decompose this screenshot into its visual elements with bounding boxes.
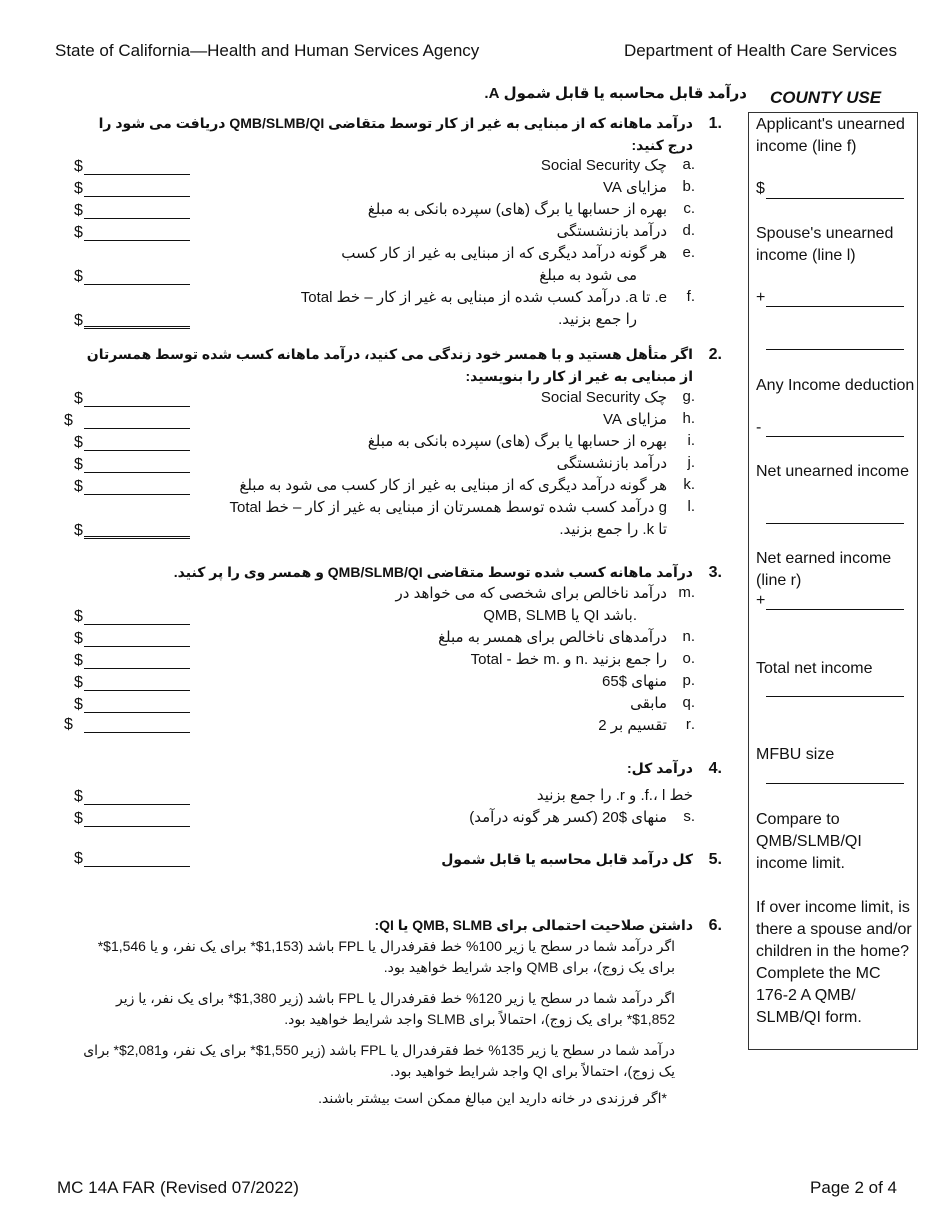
q1-item-f-text: Total درآمد کسب شده از مبنایی به غیر از کار – خط .a تا .e xyxy=(300,289,667,306)
q1-c-field[interactable] xyxy=(84,218,190,219)
q4-number: 4. xyxy=(708,760,722,777)
q5-text: کل درآمد قابل محاسبه یا قابل شمول xyxy=(441,851,693,867)
q2-i-dollar: $ xyxy=(74,434,83,451)
county-net-unearned-field[interactable] xyxy=(766,523,904,524)
q1-d-field[interactable] xyxy=(84,240,190,241)
q1-item-e-letter: .e xyxy=(682,244,695,261)
q4-item-s-letter: .s xyxy=(683,808,695,825)
q3-p-field[interactable] xyxy=(84,690,190,691)
q6-note: *اگر فرزندی در خانه دارید این مبالغ ممکن است بیشتر باشند. xyxy=(318,1090,667,1106)
q2-h-dollar: $ xyxy=(64,412,73,429)
q6-para-qi: درآمد شما در سطح یا زیر 135% خط فقرفدرال یا FPL باشد (زیر 1,550$* برای یک نفر، و2,081$* برای یک زوج)، احتمالاً برای QI واجد شرایط خواهید بود. xyxy=(83,1042,675,1079)
q6-para-slmb: اگر درآمد شما در سطح یا زیر 120% خط فقرفدرال یا FPL باشد (زیر 1,380$* برای یک نفر، یا زیر 1,852$* برای یک زوج)، احتمالاً برای SLMB واجد شرایط خواهید بود. xyxy=(115,990,675,1027)
q1-d-dollar: $ xyxy=(74,224,83,241)
q4-sum-field[interactable] xyxy=(84,804,190,805)
q2-j-dollar: $ xyxy=(74,456,83,473)
q1-c-dollar: $ xyxy=(74,202,83,219)
county-spouse-field[interactable] xyxy=(766,306,904,307)
q1-item-f-letter: .f xyxy=(686,288,695,305)
county-applicant-field[interactable] xyxy=(766,198,904,199)
q5-dollar: $ xyxy=(74,850,83,867)
header-department: Department of Health Care Services xyxy=(623,41,897,60)
county-over-limit-label: If over income limit, is there a spouse and/or children in the home? Complete the MC 176-2 A QMB/ SLMB/QI form. xyxy=(756,899,912,1026)
q2-l-field[interactable] xyxy=(84,536,190,539)
q4-sum-dollar: $ xyxy=(74,788,83,805)
q6-para-qmb: اگر درآمد شما در سطح یا زیر 100% خط فقرفدرال یا FPL باشد (1,153$* برای یک نفر، و یا 1,546$* برای یک زوج)، برای QMB واجد شرایط خواهید بود. xyxy=(97,938,675,975)
q2-item-k-letter: .k xyxy=(683,476,695,493)
q3-m-field[interactable] xyxy=(84,624,190,625)
county-mfbu-label: MFBU size xyxy=(756,746,835,763)
q3-item-p-letter: .p xyxy=(682,672,695,689)
q3-o-dollar: $ xyxy=(74,652,83,669)
q4-item-s-text: منهای $20 (کسر هر گونه درآمد) xyxy=(469,809,667,826)
q1-e-dollar: $ xyxy=(74,268,83,285)
q1-text: درآمد ماهانه که از مبنایی به غیر از کار توسط متقاضی QMB/SLMB/QI دریافت می شود را درج کنید: xyxy=(98,115,693,153)
county-deduction-minus: - xyxy=(756,419,762,436)
q1-e-field[interactable] xyxy=(84,284,190,285)
q2-g-field[interactable] xyxy=(84,406,190,407)
q3-item-p-text: منهای $65 xyxy=(602,673,667,690)
q1-item-b-text: مزایای VA xyxy=(602,179,667,196)
footer-page-number: Page 2 of 4 xyxy=(810,1178,897,1197)
q2-j-field[interactable] xyxy=(84,472,190,473)
q1-item-e-text: هر گونه درآمد دیگری که از مبنایی به غیر از کار کسب xyxy=(341,245,667,262)
county-spouse-plus: + xyxy=(756,289,766,306)
q1-f-dollar: $ xyxy=(74,312,83,329)
q2-i-field[interactable] xyxy=(84,450,190,451)
q3-q-field[interactable] xyxy=(84,712,190,713)
q4-s-field[interactable] xyxy=(84,826,190,827)
county-net-earned-plus: + xyxy=(756,592,766,609)
county-net-earned-field[interactable] xyxy=(766,609,904,610)
q2-item-h-letter: .h xyxy=(682,410,695,427)
header-agency: State of California—Health and Human Services Agency xyxy=(55,41,480,60)
county-subtotal-field[interactable] xyxy=(766,349,904,350)
q3-item-m-text: درآمد ناخالص برای شخصی که می خواهد در xyxy=(395,585,667,602)
q3-text: درآمد ماهانه کسب شده توسط متقاضی QMB/SLMB/QI و همسر وی را پر کنید. xyxy=(173,564,693,580)
q3-n-field[interactable] xyxy=(84,646,190,647)
q1-item-c-letter: .c xyxy=(683,200,695,217)
q2-item-k-text: هر گونه درآمد دیگری که از مبنایی به غیر از کار کسب می شود به مبلغ xyxy=(239,477,667,494)
q2-item-l-cont: تا k. را جمع بزنید. xyxy=(559,521,667,538)
county-applicant-label: Applicant's unearned income (line f) xyxy=(756,116,905,155)
q1-item-c-text: بهره از حسابها یا برگ (های) سپرده بانکی به مبلغ xyxy=(367,201,667,218)
q2-k-field[interactable] xyxy=(84,494,190,495)
county-spouse-label: Spouse's unearned income (line l) xyxy=(756,225,894,264)
q3-item-m-cont: QMB, SLMB یا QI باشد. xyxy=(483,607,637,624)
q2-l-dollar: $ xyxy=(74,522,83,539)
q1-item-a-letter: .a xyxy=(682,156,695,173)
q1-a-dollar: $ xyxy=(74,158,83,175)
county-total-net-label: Total net income xyxy=(756,660,873,677)
county-deduction-field[interactable] xyxy=(766,436,904,437)
q2-g-dollar: $ xyxy=(74,390,83,407)
county-net-unearned-label: Net unearned income xyxy=(756,463,909,480)
q2-item-i-text: بهره از حسابها یا برگ (های) سپرده بانکی به مبلغ xyxy=(367,433,667,450)
q1-b-dollar: $ xyxy=(74,180,83,197)
q4-text: درآمد کل: xyxy=(627,760,693,776)
q1-b-field[interactable] xyxy=(84,196,190,197)
q5-field[interactable] xyxy=(84,866,190,867)
q2-number: 2. xyxy=(708,346,722,363)
q3-item-n-text: درآمدهای ناخالص برای همسر به مبلغ xyxy=(438,629,667,646)
county-total-net-field[interactable] xyxy=(766,696,904,697)
section-a-text: درآمد قابل محاسبه یا قابل شمول xyxy=(503,85,747,102)
q1-item-d-text: درآمد بازنشستگی xyxy=(556,223,667,240)
q3-r-dollar: $ xyxy=(64,716,73,733)
q1-f-field[interactable] xyxy=(84,326,190,329)
q3-item-m-letter: .m xyxy=(678,584,695,601)
county-deduction-label: Any Income deduction xyxy=(756,377,915,394)
q2-item-i-letter: .i xyxy=(687,432,695,449)
q3-item-q-text: مابقی xyxy=(630,695,667,712)
q6-text: داشتن صلاحیت احتمالی برای QMB, SLMB یا QI: xyxy=(374,917,693,933)
q2-item-j-text: درآمد بازنشستگی xyxy=(556,455,667,472)
county-applicant-dollar: $ xyxy=(756,180,765,197)
q1-item-f-cont: را جمع بزنید. xyxy=(558,311,637,328)
county-compare-label: Compare to QMB/SLMB/QI income limit. xyxy=(756,811,862,872)
q3-n-dollar: $ xyxy=(74,630,83,647)
q5-number: 5. xyxy=(708,851,722,868)
q4-sum-text: خط f.، l. و r. را جمع بزنید xyxy=(536,787,693,804)
q2-k-dollar: $ xyxy=(74,478,83,495)
q3-p-dollar: $ xyxy=(74,674,83,691)
q3-item-q-letter: .q xyxy=(682,694,695,711)
q3-item-r-letter: .r xyxy=(685,716,695,733)
county-use-title: COUNTY USE xyxy=(770,88,882,107)
county-net-earned-label: Net earned income (line r) xyxy=(756,550,892,589)
q4-s-dollar: $ xyxy=(74,810,83,827)
q2-text: اگر متأهل هستید و با همسر خود زندگی می کنید، درآمد ماهانه کسب شده توسط همسرتان از مبنایی به غیر از کار را بنویسید: xyxy=(86,346,693,384)
q1-item-e-cont: می شود به مبلغ xyxy=(539,267,637,284)
q3-o-field[interactable] xyxy=(84,668,190,669)
q2-item-l-letter: .l xyxy=(687,498,695,515)
q2-item-l-text: Total درآمد کسب شده توسط همسرتان از مبنایی به غیر از کار – خط g xyxy=(229,499,667,516)
q1-item-a-text: چک Social Security xyxy=(540,157,667,174)
q2-item-j-letter: .j xyxy=(687,454,695,471)
q2-h-field[interactable] xyxy=(84,428,190,429)
county-mfbu-field[interactable] xyxy=(766,783,904,784)
footer-form-id: MC 14A FAR (Revised 07/2022) xyxy=(57,1178,299,1197)
q1-item-b-letter: .b xyxy=(682,178,695,195)
q2-item-g-text: چک Social Security xyxy=(540,389,667,406)
q2-item-g-letter: .g xyxy=(682,388,695,405)
q3-item-o-text: Total - خط m. و n. را جمع بزنید xyxy=(470,651,667,668)
q3-item-r-text: تقسیم بر 2 xyxy=(598,717,667,734)
q3-number: 3. xyxy=(708,564,722,581)
q3-item-n-letter: .n xyxy=(682,628,695,645)
q2-item-h-text: مزایای VA xyxy=(602,411,667,428)
q3-item-o-letter: .o xyxy=(682,650,695,667)
section-a-letter: A. xyxy=(484,85,500,102)
q1-a-field[interactable] xyxy=(84,174,190,175)
q1-item-d-letter: .d xyxy=(682,222,695,239)
q1-number: 1. xyxy=(708,115,722,132)
q6-number: 6. xyxy=(708,917,722,934)
q3-r-field[interactable] xyxy=(84,732,190,733)
q3-q-dollar: $ xyxy=(74,696,83,713)
section-a-title xyxy=(478,84,747,102)
q3-m-dollar: $ xyxy=(74,608,83,625)
